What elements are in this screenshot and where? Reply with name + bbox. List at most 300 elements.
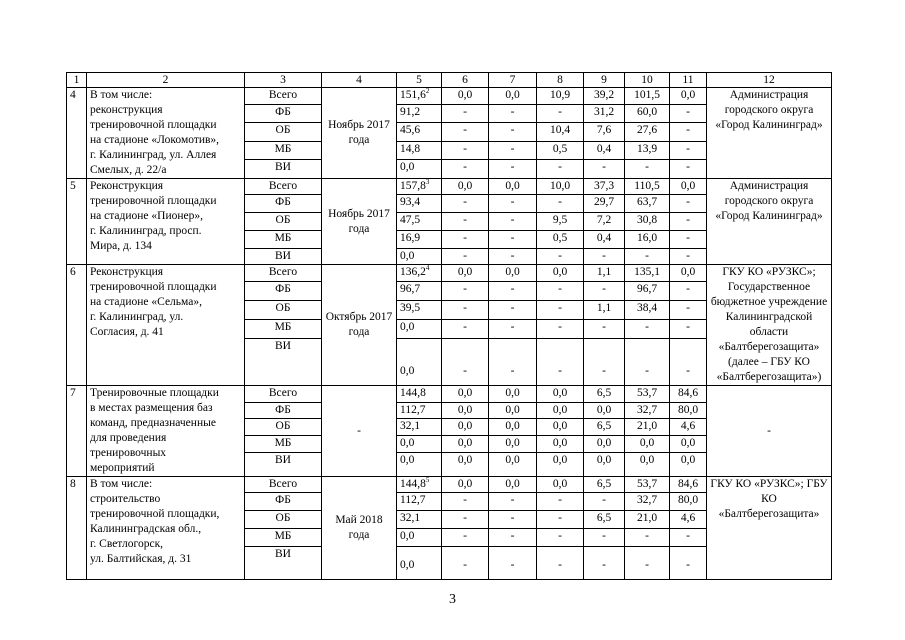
amount-cell xyxy=(670,419,707,436)
amount-cell xyxy=(489,195,537,213)
amount-cell xyxy=(625,402,670,419)
amount-cell xyxy=(584,547,625,580)
amount-cell xyxy=(625,547,670,580)
amount-cell xyxy=(584,281,625,300)
amount-value: 80,0 xyxy=(677,403,699,416)
description-line: Реконструкция xyxy=(90,180,164,192)
amount-value: 0,0 xyxy=(457,387,473,399)
amount-cell xyxy=(670,511,707,529)
amount-value: 0,0 xyxy=(457,420,473,433)
amount-value: 45,6 xyxy=(400,124,421,137)
amount-cell xyxy=(584,265,625,282)
amount-cell xyxy=(625,436,670,453)
amount-value: 47,5 xyxy=(400,214,421,226)
object-description xyxy=(87,179,245,265)
amount-cell xyxy=(625,213,670,231)
col-header: 1 xyxy=(67,73,87,88)
amount-value: 6,5 xyxy=(596,387,612,399)
amount-cell xyxy=(670,104,707,123)
amount-cell xyxy=(670,477,707,493)
amount-value: 0,0 xyxy=(639,453,655,466)
amount-cell xyxy=(584,249,625,265)
amount-value: - xyxy=(510,142,515,155)
funding-source: МБ xyxy=(245,320,322,339)
amount-value: 1,1 xyxy=(596,266,612,278)
description-line: Согласия, д. 41 xyxy=(90,326,164,338)
amount-value: - xyxy=(510,232,515,244)
description-line: реконструкция xyxy=(90,104,163,116)
amount-cell xyxy=(397,179,442,195)
amount-cell xyxy=(584,436,625,453)
amount-cell xyxy=(625,160,670,179)
amount-value: 0,0 xyxy=(505,89,520,101)
amount-cell xyxy=(442,320,489,339)
amount-value: 0,0 xyxy=(639,437,655,450)
row-number: 7 xyxy=(67,386,87,477)
amount-cell xyxy=(537,529,584,547)
amount-cell xyxy=(625,452,670,476)
amount-value: 30,8 xyxy=(636,214,658,226)
amount-value: 39,5 xyxy=(400,302,421,315)
funding-source: ФБ xyxy=(245,195,322,213)
amount-cell xyxy=(584,141,625,160)
table-row xyxy=(67,179,832,195)
col-header: 8 xyxy=(537,73,584,88)
amount-cell xyxy=(670,213,707,231)
amount-cell xyxy=(397,493,442,511)
amount-value: 84,6 xyxy=(677,387,699,399)
amount-value: 32,1 xyxy=(400,420,421,433)
responsible-organization: ГКУ КО «РУЗКС»; Государственное бюджетное учреждение Калининградской области «Балтберегозащита» (далее – ГБУ КО «Балтберегозащита») xyxy=(707,265,832,386)
description-line: г. Калининград, ул. Аллея xyxy=(90,149,217,161)
amount-cell xyxy=(489,477,537,493)
amount-value: 0,0 xyxy=(400,161,415,174)
col-header: 2 xyxy=(87,73,245,88)
amount-value: 0,0 xyxy=(680,89,696,101)
description-line: В том числе: xyxy=(90,89,153,101)
amount-value: - xyxy=(463,232,467,244)
completion-term: Май 2018 года xyxy=(322,477,397,580)
amount-value: 93,4 xyxy=(400,196,421,208)
amount-cell xyxy=(537,265,584,282)
amount-value: - xyxy=(686,530,690,542)
funding-source: Всего xyxy=(245,386,322,403)
funding-source: ФБ xyxy=(245,281,322,300)
amount-value: - xyxy=(686,321,690,334)
amount-cell xyxy=(397,160,442,179)
funding-source: ОБ xyxy=(245,123,322,142)
amount-cell xyxy=(625,339,670,386)
amount-cell xyxy=(584,402,625,419)
amount-cell xyxy=(489,265,537,282)
funding-source: ВИ xyxy=(245,547,322,580)
amount-value: - xyxy=(645,321,649,334)
amount-cell xyxy=(537,160,584,179)
funding-source: ВИ xyxy=(245,160,322,179)
amount-value: 6,5 xyxy=(596,420,612,433)
funding-source: МБ xyxy=(245,231,322,249)
amount-value: - xyxy=(463,282,467,295)
col-header: 3 xyxy=(245,73,322,88)
amount-cell xyxy=(537,179,584,195)
amount-cell xyxy=(584,160,625,179)
amount-value: 10,9 xyxy=(549,89,571,101)
amount-value: - xyxy=(686,250,690,262)
amount-value: 0,0 xyxy=(680,453,696,466)
amount-cell xyxy=(625,419,670,436)
amount-value: - xyxy=(558,530,562,542)
amount-cell xyxy=(397,477,442,493)
amount-value: 0,0 xyxy=(400,437,415,450)
amount-cell xyxy=(584,419,625,436)
amount-value: - xyxy=(510,512,515,524)
amount-value: 0,0 xyxy=(505,453,520,466)
page-number: 3 xyxy=(449,592,456,607)
description-line: Смелых, д. 22/а xyxy=(90,164,167,176)
amount-cell xyxy=(489,493,537,511)
description-line: тренировочной площадки xyxy=(90,281,217,293)
amount-cell xyxy=(489,141,537,160)
amount-value: - xyxy=(602,530,606,542)
amount-cell xyxy=(442,141,489,160)
amount-cell xyxy=(442,179,489,195)
amount-cell xyxy=(442,281,489,300)
amount-value: 4,6 xyxy=(680,420,696,433)
amount-cell xyxy=(625,493,670,511)
amount-cell xyxy=(397,386,442,403)
amount-cell xyxy=(397,141,442,160)
amount-cell xyxy=(489,402,537,419)
amount-value: 151,6 xyxy=(400,89,426,101)
amount-value: - xyxy=(510,214,515,226)
header-row xyxy=(67,73,832,88)
amount-cell xyxy=(670,529,707,547)
amount-cell xyxy=(489,281,537,300)
completion-term: Октябрь 2017 года xyxy=(322,265,397,386)
amount-cell xyxy=(584,195,625,213)
amount-cell xyxy=(397,452,442,476)
amount-cell xyxy=(584,88,625,105)
description-line: ул. Балтийская, д. 31 xyxy=(90,553,192,565)
amount-value: 10,4 xyxy=(549,124,571,137)
amount-cell xyxy=(537,511,584,529)
amount-cell xyxy=(625,104,670,123)
amount-cell xyxy=(442,402,489,419)
amount-cell xyxy=(442,339,489,386)
footnote-mark: 4 xyxy=(425,264,430,273)
amount-value: - xyxy=(463,512,467,524)
amount-value: 0,0 xyxy=(505,266,520,278)
amount-value: 1,1 xyxy=(596,302,612,315)
amount-cell xyxy=(537,402,584,419)
amount-cell xyxy=(670,195,707,213)
amount-value: 0,0 xyxy=(400,250,415,262)
col-header: 12 xyxy=(707,73,832,88)
completion-term: Ноябрь 2017 года xyxy=(322,179,397,265)
amount-cell xyxy=(489,249,537,265)
funding-source: ФБ xyxy=(245,104,322,123)
amount-cell xyxy=(537,452,584,476)
description-line: г. Светлогорск, xyxy=(90,538,164,550)
amount-cell xyxy=(584,339,625,386)
amount-value: 0,0 xyxy=(552,437,568,450)
amount-cell xyxy=(537,301,584,320)
amount-cell xyxy=(537,547,584,580)
amount-cell xyxy=(489,547,537,580)
amount-value: 144,8 xyxy=(400,387,426,399)
amount-value: - xyxy=(510,282,515,295)
funding-source: ОБ xyxy=(245,419,322,436)
amount-cell xyxy=(442,249,489,265)
amount-value: 0,0 xyxy=(680,180,696,192)
amount-value: 21,0 xyxy=(636,420,658,433)
col-header: 4 xyxy=(322,73,397,88)
funding-source: МБ xyxy=(245,529,322,547)
amount-cell xyxy=(537,281,584,300)
amount-cell xyxy=(537,104,584,123)
amount-value: - xyxy=(558,559,562,571)
amount-cell xyxy=(537,436,584,453)
amount-cell xyxy=(625,141,670,160)
amount-cell xyxy=(670,320,707,339)
amount-cell xyxy=(442,511,489,529)
amount-value: - xyxy=(645,161,649,174)
row-number: 8 xyxy=(67,477,87,580)
object-description xyxy=(87,386,245,477)
amount-value: 9,5 xyxy=(552,214,568,226)
amount-cell xyxy=(397,281,442,300)
amount-cell xyxy=(584,179,625,195)
amount-value: - xyxy=(686,282,690,295)
funding-source: МБ xyxy=(245,141,322,160)
amount-value: - xyxy=(463,250,467,262)
amount-value: 135,1 xyxy=(634,266,660,278)
amount-value: - xyxy=(645,530,649,542)
amount-cell xyxy=(489,511,537,529)
amount-value: - xyxy=(558,512,562,524)
amount-value: - xyxy=(510,530,515,542)
responsible-organization: Администрация городского округа «Город Калининград» xyxy=(707,88,832,179)
amount-cell xyxy=(397,529,442,547)
amount-value: - xyxy=(510,559,515,571)
amount-value: 16,9 xyxy=(400,232,421,244)
amount-value: 31,2 xyxy=(593,105,615,118)
description-line: Тренировочные площадки xyxy=(90,387,219,399)
amount-value: 144,8 xyxy=(400,478,426,490)
amount-value: 29,7 xyxy=(593,196,615,208)
footnote-mark: 3 xyxy=(425,178,430,187)
funding-source: МБ xyxy=(245,436,322,453)
amount-value: 4,6 xyxy=(680,512,696,524)
amount-value: - xyxy=(510,105,515,118)
amount-cell xyxy=(584,477,625,493)
amount-cell xyxy=(625,281,670,300)
amount-value: 91,2 xyxy=(400,105,421,118)
description-line: г. Калининград, ул. xyxy=(90,311,184,323)
description-line: Мира, д. 134 xyxy=(90,240,152,252)
amount-value: - xyxy=(463,494,467,506)
description-line: на стадионе «Пионер», xyxy=(90,210,203,222)
amount-value: - xyxy=(686,214,690,226)
amount-value: - xyxy=(463,530,467,542)
amount-value: 0,0 xyxy=(457,180,473,192)
table-row xyxy=(67,477,832,493)
amount-value: 0,0 xyxy=(505,180,520,192)
amount-value: 112,7 xyxy=(400,403,426,416)
description-line: в местах размещения баз xyxy=(90,402,213,414)
amount-cell xyxy=(442,195,489,213)
amount-value: 32,7 xyxy=(636,403,658,416)
funding-source: Всего xyxy=(245,477,322,493)
amount-cell xyxy=(625,529,670,547)
amount-cell xyxy=(584,386,625,403)
amount-cell xyxy=(670,179,707,195)
amount-cell xyxy=(489,529,537,547)
amount-value: - xyxy=(645,365,649,377)
amount-value: - xyxy=(686,124,690,137)
amount-value: - xyxy=(602,321,606,334)
amount-value: 0,4 xyxy=(596,142,612,155)
amount-cell xyxy=(442,452,489,476)
amount-value: - xyxy=(602,559,606,571)
funding-source: Всего xyxy=(245,88,322,105)
description-line: для проведения xyxy=(90,432,167,444)
amount-cell xyxy=(670,123,707,142)
amount-value: 0,0 xyxy=(400,530,415,542)
amount-cell xyxy=(397,88,442,105)
amount-cell xyxy=(442,529,489,547)
amount-value: - xyxy=(602,365,606,377)
amount-value: 0,0 xyxy=(680,437,696,450)
amount-cell xyxy=(397,104,442,123)
amount-cell xyxy=(442,231,489,249)
amount-cell xyxy=(670,281,707,300)
amount-value: - xyxy=(463,321,467,334)
amount-cell xyxy=(397,320,442,339)
amount-cell xyxy=(670,339,707,386)
funding-source: ВИ xyxy=(245,339,322,386)
amount-cell xyxy=(397,301,442,320)
amount-cell xyxy=(670,141,707,160)
amount-cell xyxy=(537,141,584,160)
amount-value: - xyxy=(510,196,515,208)
amount-value: - xyxy=(510,124,515,137)
amount-cell xyxy=(584,511,625,529)
amount-cell xyxy=(537,320,584,339)
amount-value: - xyxy=(463,196,467,208)
amount-cell xyxy=(584,104,625,123)
amount-cell xyxy=(489,452,537,476)
amount-cell xyxy=(670,452,707,476)
amount-cell xyxy=(397,436,442,453)
amount-value: 0,0 xyxy=(505,403,520,416)
amount-cell xyxy=(537,339,584,386)
amount-value: - xyxy=(510,302,515,315)
row-number: 6 xyxy=(67,265,87,386)
amount-value: - xyxy=(558,302,562,315)
amount-value: 0,0 xyxy=(552,266,568,278)
amount-cell xyxy=(584,452,625,476)
funding-source: ОБ xyxy=(245,213,322,231)
amount-value: 0,0 xyxy=(596,453,612,466)
amount-value: - xyxy=(510,250,515,262)
amount-cell xyxy=(489,179,537,195)
amount-cell xyxy=(670,249,707,265)
amount-value: 0,0 xyxy=(505,420,520,433)
amount-cell xyxy=(397,265,442,282)
amount-cell xyxy=(625,231,670,249)
amount-value: 0,4 xyxy=(596,232,612,244)
amount-value: - xyxy=(510,365,515,377)
amount-value: - xyxy=(510,494,515,506)
description-line: на стадионе «Локомотив», xyxy=(90,134,220,146)
amount-value: 0,0 xyxy=(457,453,473,466)
amount-value: - xyxy=(686,232,690,244)
amount-cell xyxy=(442,160,489,179)
amount-value: 6,5 xyxy=(596,478,612,490)
amount-cell xyxy=(670,231,707,249)
amount-value: 0,0 xyxy=(596,403,612,416)
amount-value: 38,4 xyxy=(636,302,658,315)
amount-cell xyxy=(397,419,442,436)
amount-value: - xyxy=(558,196,562,208)
amount-value: 112,7 xyxy=(400,494,426,506)
amount-cell xyxy=(489,320,537,339)
amount-value: 63,7 xyxy=(636,196,658,208)
amount-value: 96,7 xyxy=(400,282,421,295)
table-row xyxy=(67,265,832,282)
amount-value: 0,0 xyxy=(552,387,568,399)
amount-cell xyxy=(442,123,489,142)
amount-value: 0,5 xyxy=(552,232,568,244)
amount-cell xyxy=(442,493,489,511)
funding-source: ОБ xyxy=(245,301,322,320)
responsible-organization: - xyxy=(707,386,832,477)
amount-value: - xyxy=(558,105,562,118)
amount-cell xyxy=(625,265,670,282)
amount-value: 7,6 xyxy=(596,124,612,137)
amount-value: 80,0 xyxy=(677,494,699,506)
amount-value: 16,0 xyxy=(636,232,658,244)
amount-value: 0,0 xyxy=(400,321,415,334)
amount-value: 0,0 xyxy=(505,437,520,450)
amount-cell xyxy=(489,160,537,179)
amount-cell xyxy=(397,213,442,231)
amount-cell xyxy=(442,419,489,436)
amount-value: 0,0 xyxy=(400,453,415,466)
amount-cell xyxy=(537,231,584,249)
financing-table xyxy=(66,72,832,580)
amount-cell xyxy=(397,231,442,249)
amount-cell xyxy=(442,265,489,282)
amount-cell xyxy=(537,249,584,265)
amount-cell xyxy=(489,339,537,386)
amount-value: - xyxy=(558,494,562,506)
description-line: тренировочной площадки, xyxy=(90,508,220,520)
amount-value: 10,0 xyxy=(549,180,571,192)
amount-cell xyxy=(537,419,584,436)
amount-value: 0,0 xyxy=(552,478,568,490)
amount-cell xyxy=(584,213,625,231)
amount-cell xyxy=(397,339,442,386)
amount-cell xyxy=(670,265,707,282)
amount-cell xyxy=(442,88,489,105)
description-line: Калининградская обл., xyxy=(90,523,202,535)
amount-cell xyxy=(397,547,442,580)
amount-cell xyxy=(537,493,584,511)
description-line: на стадионе «Сельма», xyxy=(90,296,202,308)
responsible-organization: Администрация городского округа «Город Калининград» xyxy=(707,179,832,265)
